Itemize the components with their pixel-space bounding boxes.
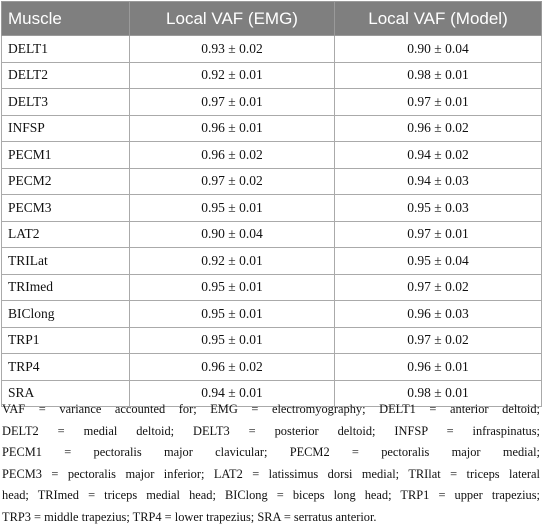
vaf-emg-cell: 0.97 ± 0.02 — [130, 168, 335, 195]
vaf-model-cell: 0.94 ± 0.03 — [335, 168, 542, 195]
header-row — [2, 2, 542, 36]
muscle-cell: BIClong — [2, 301, 130, 328]
table-row — [2, 248, 542, 275]
muscle-cell: SRA — [2, 380, 130, 407]
table-row — [2, 115, 542, 142]
muscle-cell: DELT1 — [2, 36, 130, 63]
vaf-emg-cell: 0.96 ± 0.01 — [130, 115, 335, 142]
table-footnote — [2, 399, 540, 528]
muscle-cell: TRP4 — [2, 354, 130, 381]
vaf-table — [1, 1, 542, 407]
column-header-vaf-model: Local VAF (Model) — [335, 2, 542, 36]
data-table-container — [1, 1, 541, 407]
table-row — [2, 36, 542, 63]
table-row — [2, 301, 542, 328]
muscle-cell: TRImed — [2, 274, 130, 301]
vaf-model-cell: 0.97 ± 0.01 — [335, 221, 542, 248]
vaf-model-cell: 0.97 ± 0.02 — [335, 274, 542, 301]
table-body — [2, 36, 542, 407]
muscle-cell: DELT3 — [2, 89, 130, 116]
muscle-cell: LAT2 — [2, 221, 130, 248]
vaf-model-cell: 0.98 ± 0.01 — [335, 380, 542, 407]
vaf-model-cell: 0.98 ± 0.01 — [335, 62, 542, 89]
vaf-model-cell: 0.96 ± 0.02 — [335, 115, 542, 142]
vaf-emg-cell: 0.97 ± 0.01 — [130, 89, 335, 116]
footnote-line: PECM3 = pectoralis major inferior; LAT2 = latissimus dorsi medial; TRIlat = triceps lateral — [2, 464, 540, 486]
muscle-cell: DELT2 — [2, 62, 130, 89]
vaf-model-cell: 0.97 ± 0.02 — [335, 327, 542, 354]
table-row — [2, 142, 542, 169]
muscle-cell: TRILat — [2, 248, 130, 275]
table-row — [2, 195, 542, 222]
table-header — [2, 2, 542, 36]
table-row — [2, 221, 542, 248]
vaf-emg-cell: 0.95 ± 0.01 — [130, 301, 335, 328]
footnote-line: DELT2 = medial deltoid; DELT3 = posterior deltoid; INFSP = infraspinatus; — [2, 421, 540, 443]
vaf-model-cell: 0.90 ± 0.04 — [335, 36, 542, 63]
table-row — [2, 89, 542, 116]
vaf-model-cell: 0.95 ± 0.04 — [335, 248, 542, 275]
footnote-line: PECM1 = pectoralis major clavicular; PECM2 = pectoralis major medial; — [2, 442, 540, 464]
vaf-emg-cell: 0.90 ± 0.04 — [130, 221, 335, 248]
table-row — [2, 274, 542, 301]
vaf-model-cell: 0.96 ± 0.03 — [335, 301, 542, 328]
table-row — [2, 168, 542, 195]
vaf-emg-cell: 0.94 ± 0.01 — [130, 380, 335, 407]
vaf-emg-cell: 0.95 ± 0.01 — [130, 274, 335, 301]
table-row — [2, 354, 542, 381]
vaf-emg-cell: 0.96 ± 0.02 — [130, 354, 335, 381]
vaf-model-cell: 0.97 ± 0.01 — [335, 89, 542, 116]
table-row — [2, 62, 542, 89]
muscle-cell: PECM2 — [2, 168, 130, 195]
vaf-emg-cell: 0.92 ± 0.01 — [130, 248, 335, 275]
vaf-model-cell: 0.95 ± 0.03 — [335, 195, 542, 222]
muscle-cell: INFSP — [2, 115, 130, 142]
vaf-emg-cell: 0.92 ± 0.01 — [130, 62, 335, 89]
footnote-line: head; TRImed = triceps medial head; BIClong = biceps long head; TRP1 = upper trapezius; — [2, 485, 540, 507]
muscle-cell: PECM1 — [2, 142, 130, 169]
vaf-emg-cell: 0.96 ± 0.02 — [130, 142, 335, 169]
muscle-cell: TRP1 — [2, 327, 130, 354]
column-header-vaf-emg: Local VAF (EMG) — [130, 2, 335, 36]
vaf-emg-cell: 0.95 ± 0.01 — [130, 327, 335, 354]
footnote-line: VAF = variance accounted for; EMG = electromyography; DELT1 = anterior deltoid; — [2, 399, 540, 421]
vaf-emg-cell: 0.93 ± 0.02 — [130, 36, 335, 63]
vaf-model-cell: 0.94 ± 0.02 — [335, 142, 542, 169]
muscle-cell: PECM3 — [2, 195, 130, 222]
footnote-line: TRP3 = middle trapezius; TRP4 = lower trapezius; SRA = serratus anterior. — [2, 507, 540, 528]
column-header-muscle: Muscle — [2, 2, 130, 36]
table-row — [2, 327, 542, 354]
vaf-emg-cell: 0.95 ± 0.01 — [130, 195, 335, 222]
vaf-model-cell: 0.96 ± 0.01 — [335, 354, 542, 381]
